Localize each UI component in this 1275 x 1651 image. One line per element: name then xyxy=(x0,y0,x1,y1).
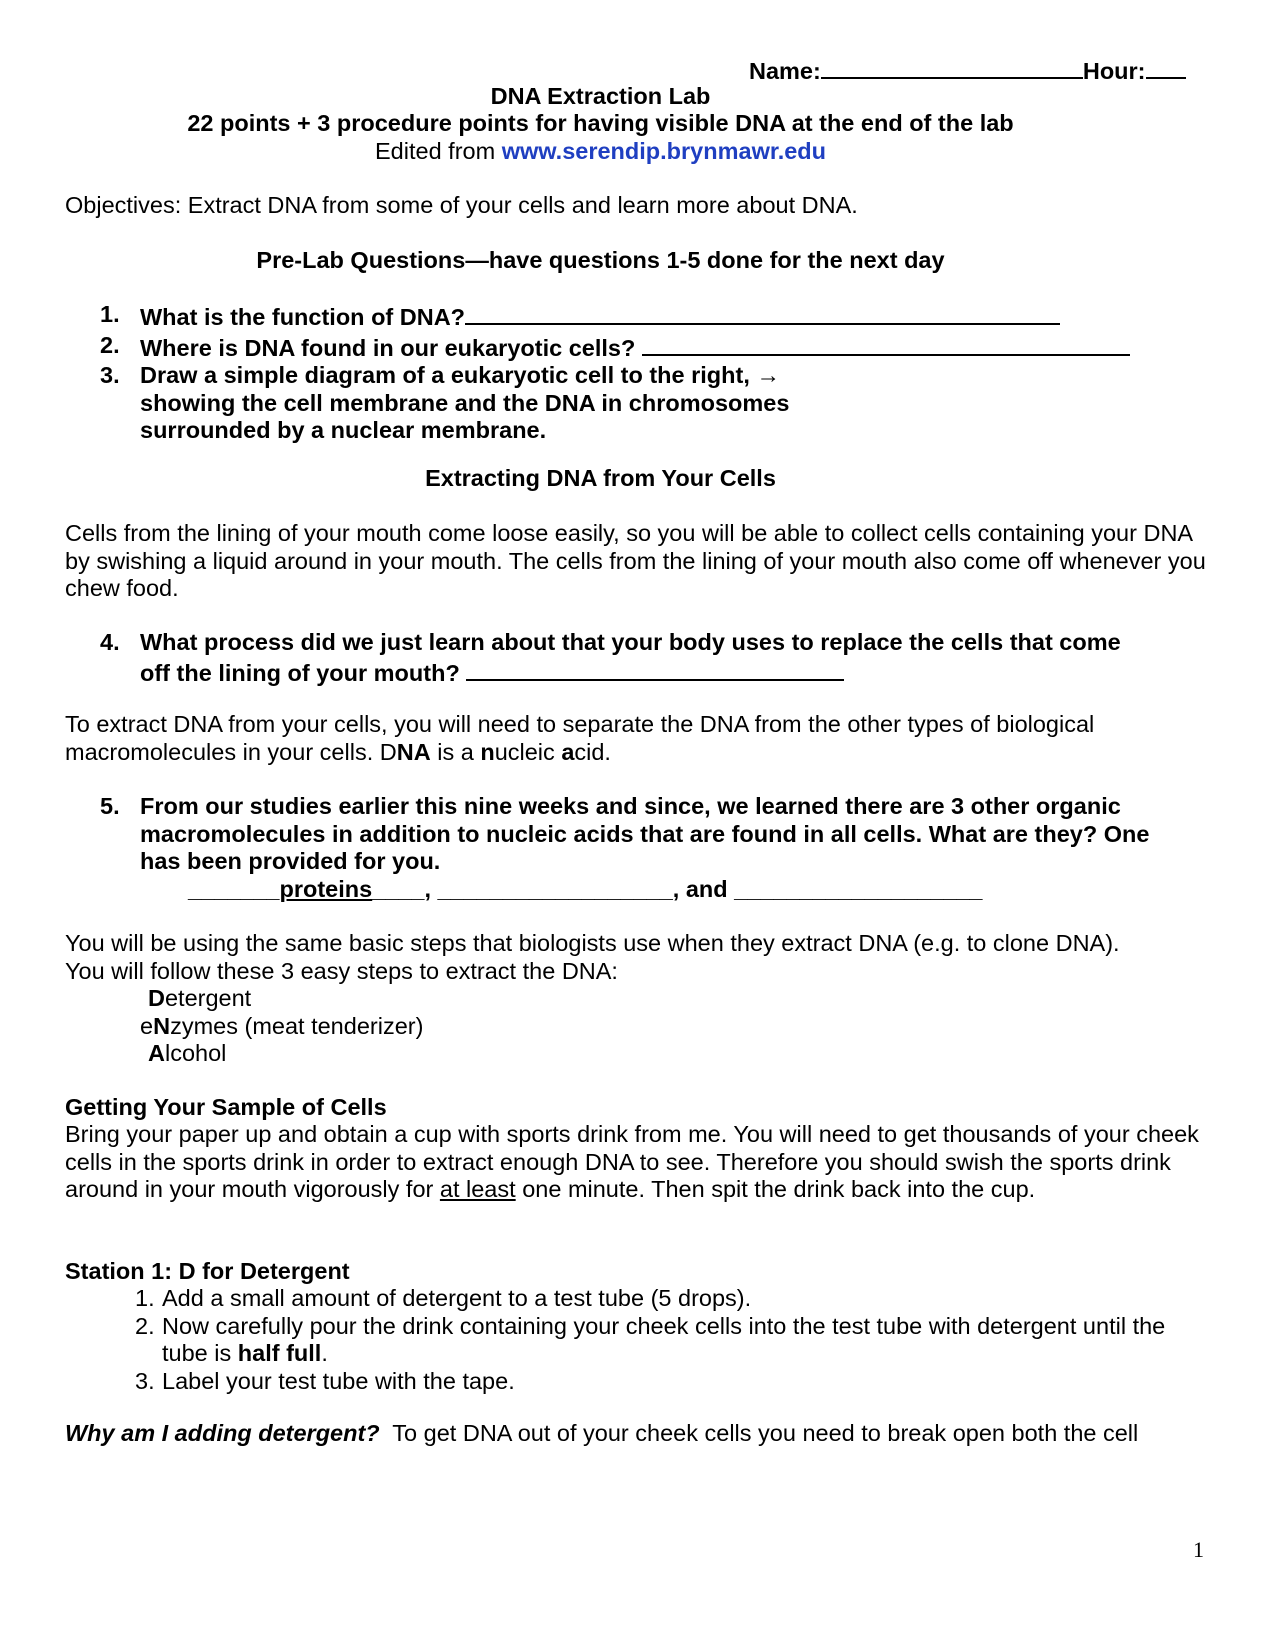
question-4 xyxy=(100,629,1220,687)
why-question: Why am I adding detergent? xyxy=(65,1420,380,1446)
question-1 xyxy=(100,301,1220,332)
why-text: To get DNA out of your cheek cells you need to break open both the cell xyxy=(379,1420,1139,1446)
steps-intro: You will be using the same basic steps that biologists use when they extract DNA (e.g. to clone DNA). You will follow these 3 easy steps to extract the DNA: xyxy=(65,930,1120,984)
question-text: Where is DNA found in our eukaryotic cells? xyxy=(140,334,636,361)
question-text: What is the function of DNA? xyxy=(140,304,466,330)
name-label: Name: xyxy=(749,58,821,84)
question-text: macromolecules in addition to nucleic acids that are found in all cells. What are they? One xyxy=(140,820,1150,847)
paragraph-line: macromolecules in your cells. DNA is a nucleic acid. xyxy=(65,738,611,765)
question-5 xyxy=(100,793,1220,903)
question-2 xyxy=(100,332,1220,363)
intro-paragraph: Cells from the lining of your mouth come loose easily, so you will be able to collect cells containing your DNA by swishing a liquid around in your mouth. The cells from the lining of your mouth also come off whenever you chew food. xyxy=(65,520,1206,601)
sample-paragraph: Bring your paper up and obtain a cup with sports drink from me. You will need to get thousands of your cheek cells in the sports drink in order to extract enough DNA to see. Therefore you should swish the sports drink around in your mouth vigorously for at least one minute. Then spit the drink back into the cup. xyxy=(65,1121,1199,1202)
step-alcohol: Alcohol xyxy=(148,1040,227,1066)
edited-from-label: Edited from xyxy=(375,138,496,164)
question-text: From our studies earlier this nine weeks and since, we learned there are 3 other organic xyxy=(140,793,1121,819)
prelab-questions xyxy=(100,301,1220,445)
answer-blank[interactable] xyxy=(466,657,844,681)
points-line: 22 points + 3 procedure points for having visible DNA at the end of the lab xyxy=(187,110,1014,136)
objectives: Objectives: Extract DNA from some of your cells and learn more about DNA. xyxy=(65,192,858,218)
page-title: DNA Extraction Lab xyxy=(490,83,711,109)
sample-heading: Getting Your Sample of Cells xyxy=(65,1094,387,1120)
paragraph-line: To extract DNA from your cells, you will need to separate the DNA from the other types of biological xyxy=(65,711,1095,737)
answer-blank[interactable] xyxy=(642,332,1130,356)
step-enzymes: eNzymes (meat tenderizer) xyxy=(140,1012,424,1039)
question-number: 4. xyxy=(100,629,120,655)
station1-steps xyxy=(135,1285,1215,1395)
question-number: 2. xyxy=(100,331,120,358)
question-number: 5. xyxy=(100,793,120,819)
station1-heading: Station 1: D for Detergent xyxy=(65,1258,350,1284)
question-text: What process did we just learn about that your body uses to replace the cells that come xyxy=(140,629,1121,655)
page-number: 1 xyxy=(1193,1537,1204,1562)
prelab-heading: Pre-Lab Questions—have questions 1-5 done for the next day xyxy=(256,247,945,273)
dna-steps-list xyxy=(140,985,423,1068)
macromolecules-paragraph xyxy=(65,711,1215,766)
step-detergent: Detergent xyxy=(148,985,252,1011)
question-text: showing the cell membrane and the DNA in chromosomes xyxy=(140,389,790,416)
hour-label: Hour: xyxy=(1082,58,1146,84)
station1-step: 3. Label your test tube with the tape. xyxy=(135,1367,515,1394)
question-text: off the lining of your mouth? xyxy=(140,659,460,686)
station1-step: 2. Now carefully pour the drink containing your cheek cells into the test tube with detergent until the tube is half full. xyxy=(135,1312,1166,1366)
why-detergent xyxy=(65,1420,1215,1448)
question-text: surrounded by a nuclear membrane. xyxy=(140,417,547,443)
edited-from-line xyxy=(0,138,1238,166)
question-text: Draw a simple diagram of a eukaryotic cell to the right, → xyxy=(140,362,780,388)
provided-answer: proteins xyxy=(279,875,373,902)
question-number: 3. xyxy=(100,362,120,388)
name-hour-line xyxy=(749,55,1219,86)
answer-blank[interactable] xyxy=(465,301,1060,325)
station1-step: 1. Add a small amount of detergent to a test tube (5 drops). xyxy=(135,1285,752,1311)
hour-blank[interactable] xyxy=(1146,55,1186,79)
question-text: has been provided for you. xyxy=(140,848,441,874)
name-blank[interactable] xyxy=(821,55,1083,79)
extracting-heading: Extracting DNA from Your Cells xyxy=(425,465,776,491)
source-link[interactable]: www.serendip.brynmawr.edu xyxy=(501,138,826,164)
question-number: 1. xyxy=(100,301,120,327)
question-3 xyxy=(100,362,1220,445)
answer-line[interactable]: _______proteins____, __________________, and ___________________ xyxy=(188,875,983,902)
